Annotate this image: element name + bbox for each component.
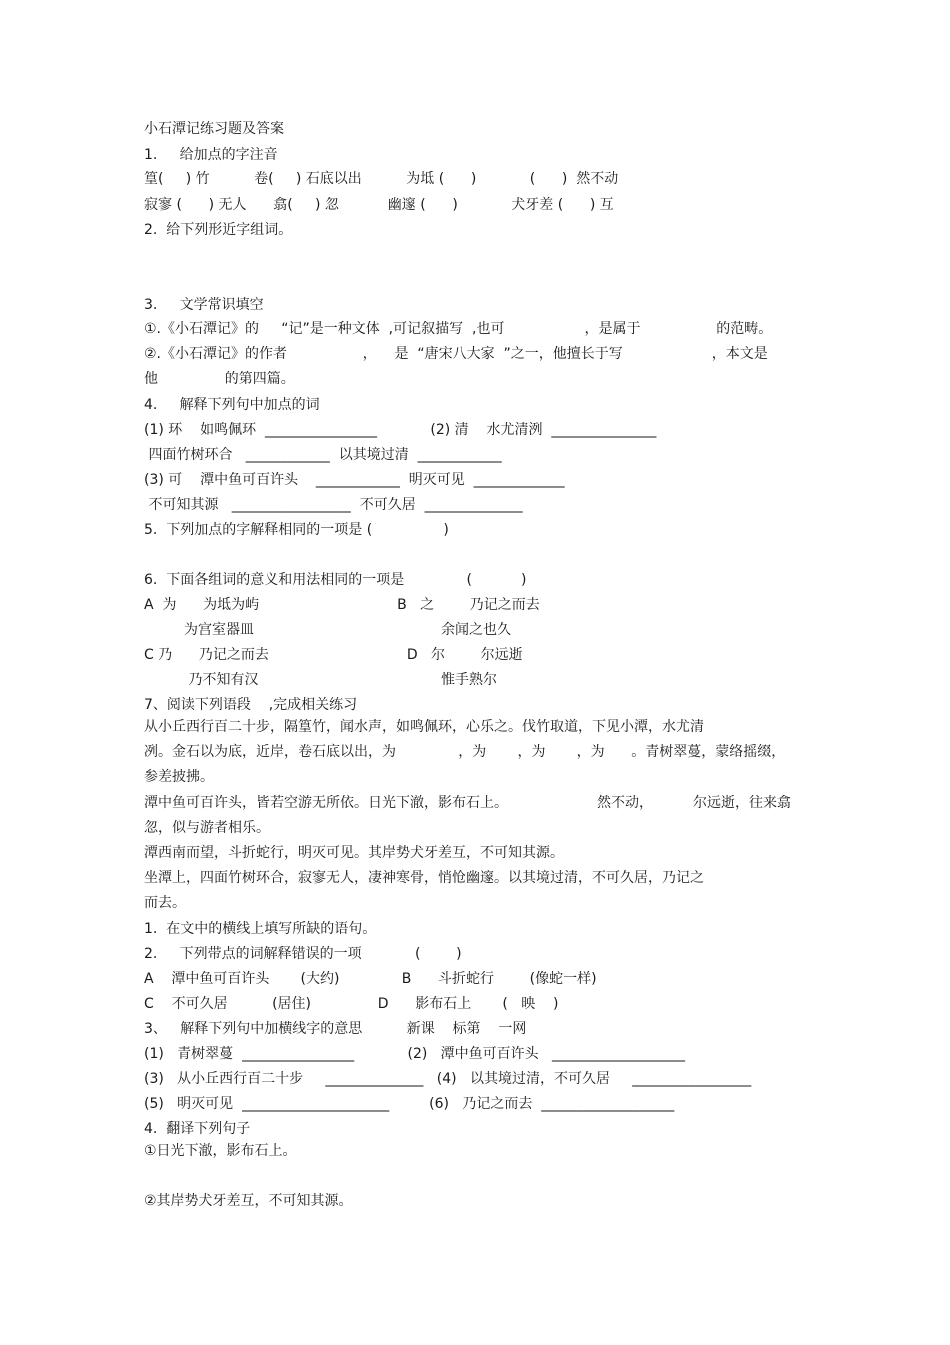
text-line: A 为 为坻为屿 B 之 乃记之而去 (144, 597, 540, 613)
document-title: 小石潭记练习题及答案 (144, 121, 284, 137)
text-line: 7、阅读下列语段 ,完成相关练习 (144, 697, 358, 713)
text-line: ②.《小石潭记》的作者 ， 是 “唐宋八大家 ”之一，他擅长于写 ，本文是 (144, 346, 768, 362)
text-line: 不可知其源 _________________ 不可久居 ______________ (144, 497, 523, 513)
text-line: (5) 明灭可见 _____________________ (6) 乃记之而去 ___________________ (144, 1096, 675, 1112)
text-line: (3) 可 潭中鱼可百许头 ____________ 明灭可见 _____________ (144, 472, 565, 488)
text-line: 从小丘西行百二十步，隔篁竹，闻水声，如鸣佩环，心乐之。伐竹取道，下见小潭，水尤清 (144, 719, 704, 735)
text-line: 四面竹树环合 ____________ 以其境过清 ____________ (144, 447, 502, 463)
text-line: 冽。金石以为底，近岸，卷石底以出，为 ，为 ，为 ，为 。青树翠蔓，蒙络摇缀， (144, 744, 786, 760)
text-line: 篁( ) 竹 卷( ) 石底以出 为坻 ( ) ( ) 然不动 (144, 171, 619, 187)
text-line: (3) 从小丘西行百二十步 ______________ (4) 以其境过清，不可久居 _________________ (144, 1071, 752, 1087)
text-line: 2. 下列带点的词解释错误的一项 ( ) (144, 946, 462, 962)
text-line: 潭中鱼可百许头，皆若空游无所依。日光下澈，影布石上。 然不动， 尔远逝，往来翕 (144, 795, 792, 811)
text-line: 参差披拂。 (144, 769, 214, 785)
text-line: 4. 解释下列句中加点的词 (144, 397, 320, 413)
text-line: 他 的第四篇。 (144, 371, 295, 387)
text-line: 坐潭上，四面竹树环合，寂寥无人，凄神寒骨，悄怆幽邃。以其境过清，不可久居，乃记之 (144, 870, 704, 886)
text-line: 4. 翻译下列句子 (144, 1121, 251, 1137)
text-line: C 乃 乃记之而去 D 尔 尔远逝 (144, 647, 523, 663)
text-line: 6. 下面各组词的意义和用法相同的一项是 ( ) (144, 572, 527, 588)
text-line: ①.《小石潭记》的 “记”是一种文体 ,可记叙描写 ,也可 ，是属于 的范畴。 (144, 321, 773, 337)
text-line: 忽，似与游者相乐。 (144, 820, 270, 836)
text-line: 2. 给下列形近字组词。 (144, 222, 293, 238)
text-line: ①日光下澈，影布石上。 (144, 1143, 297, 1159)
text-line: 5. 下列加点的字解释相同的一项是 ( ) (144, 522, 449, 538)
text-line: 乃不知有汉 惟手熟尔 (144, 672, 497, 688)
text-line: 1. 在文中的横线上填写所缺的语句。 (144, 921, 377, 937)
text-line: 而去。 (144, 895, 186, 911)
text-line: ②其岸势犬牙差互，不可知其源。 (144, 1193, 353, 1209)
text-line: (1) 青树翠蔓 ________________ (2) 潭中鱼可百许头 ___________________ (144, 1046, 686, 1062)
text-line: 3. 文学常识填空 (144, 297, 264, 313)
text-line: 3、 解释下列句中加横线字的意思 新课 标第 一网 (144, 1021, 527, 1037)
text-line: 为宫室器皿 余闻之也久 (144, 622, 511, 638)
text-line: 寂寥 ( ) 无人 翕( ) 忽 幽邃 ( ) 犬牙差 ( ) 互 (144, 197, 614, 213)
text-line: 潭西南而望，斗折蛇行，明灭可见。其岸势犬牙差互，不可知其源。 (144, 845, 564, 861)
text-line: (1) 环 如鸣佩环 ________________ (2) 清 水尤清洌 _______________ (144, 422, 657, 438)
text-line: C 不可久居 (居住) D 影布石上 ( 映 ) (144, 996, 559, 1012)
text-line: 1. 给加点的字注音 (144, 147, 278, 163)
text-line: A 潭中鱼可百许头 (大约) B 斗折蛇行 (像蛇一样) (144, 971, 597, 987)
